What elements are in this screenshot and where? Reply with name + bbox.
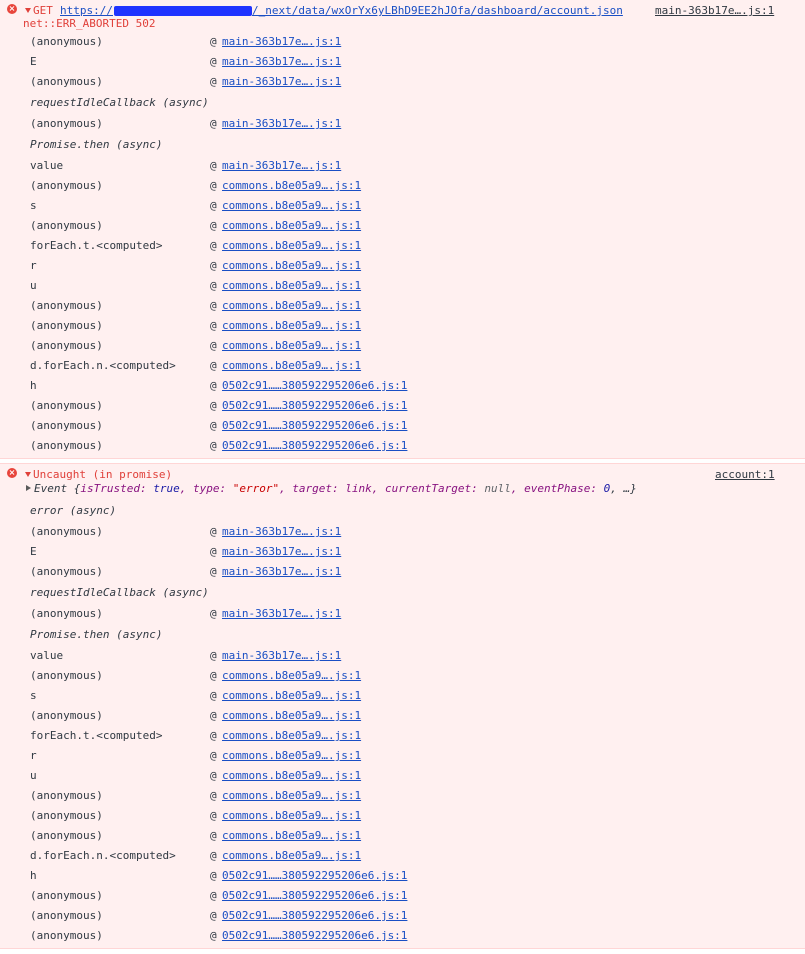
frame-source-link[interactable]: commons.b8e05a9….js:1 — [222, 809, 362, 822]
frame-function-name: (anonymous) — [30, 525, 103, 538]
stack-frame-row — [30, 199, 730, 213]
frame-function-name: d.forEach.n.<computed> — [30, 359, 176, 372]
async-boundary: Promise.then (async) — [30, 628, 163, 641]
frame-function-name: (anonymous) — [30, 419, 103, 432]
frame-function-name: s — [30, 689, 37, 702]
stack-frame-row — [30, 179, 730, 193]
frame-source-link[interactable]: commons.b8e05a9….js:1 — [222, 259, 362, 272]
frame-function-name: E — [30, 55, 37, 68]
frame-function-name: (anonymous) — [30, 75, 103, 88]
frame-source-link[interactable]: 0502c91……380592295206e6.js:1 — [222, 909, 408, 922]
frame-function-name: h — [30, 379, 37, 392]
frame-at-symbol: @ — [210, 929, 217, 942]
frame-function-name: (anonymous) — [30, 219, 103, 232]
stack-frame-row — [30, 259, 730, 273]
frame-source-link[interactable]: 0502c91……380592295206e6.js:1 — [222, 399, 408, 412]
frame-at-symbol: @ — [210, 889, 217, 902]
frame-function-name: (anonymous) — [30, 339, 103, 352]
frame-function-name: E — [30, 545, 37, 558]
frame-source-link[interactable]: commons.b8e05a9….js:1 — [222, 339, 362, 352]
frame-at-symbol: @ — [210, 669, 217, 682]
stack-frame-row — [30, 649, 730, 663]
stack-frame-row — [30, 889, 730, 903]
frame-function-name: forEach.t.<computed> — [30, 729, 163, 742]
stack-frame-row — [30, 749, 730, 763]
stack-frame-row — [30, 869, 730, 883]
stack-frame-row — [30, 439, 730, 453]
frame-function-name: (anonymous) — [30, 179, 103, 192]
frame-at-symbol: @ — [210, 849, 217, 862]
frame-function-name: value — [30, 159, 64, 172]
frame-at-symbol: @ — [210, 399, 217, 412]
frame-at-symbol: @ — [210, 749, 217, 762]
frame-at-symbol: @ — [210, 869, 217, 882]
frame-at-symbol: @ — [210, 607, 217, 620]
stack-frame-row — [30, 729, 730, 743]
frame-function-name: u — [30, 279, 37, 292]
frame-function-name: (anonymous) — [30, 909, 103, 922]
frame-source-link[interactable]: commons.b8e05a9….js:1 — [222, 179, 362, 192]
frame-source-link[interactable]: commons.b8e05a9….js:1 — [222, 319, 362, 332]
frame-function-name: (anonymous) — [30, 889, 103, 902]
frame-function-name: (anonymous) — [30, 829, 103, 842]
frame-source-link[interactable]: main-363b17e….js:1 — [222, 117, 342, 130]
frame-source-link[interactable]: commons.b8e05a9….js:1 — [222, 219, 362, 232]
request-url-path[interactable]: /_next/data/wxOrYx6yLBhD9EE2hJOfa/dashboard/account.json — [252, 4, 623, 17]
frame-source-link[interactable]: main-363b17e….js:1 — [222, 649, 342, 662]
frame-source-link[interactable]: main-363b17e….js:1 — [222, 565, 342, 578]
frame-function-name: (anonymous) — [30, 809, 103, 822]
stack-frame-row — [30, 829, 730, 843]
frame-at-symbol: @ — [210, 829, 217, 842]
frame-function-name: forEach.t.<computed> — [30, 239, 163, 252]
frame-at-symbol: @ — [210, 179, 217, 192]
stack-frame-row — [30, 319, 730, 333]
async-boundary: Promise.then (async) — [30, 138, 163, 151]
stack-frame-row — [30, 419, 730, 433]
stack-frame-row — [30, 75, 730, 89]
frame-function-name: (anonymous) — [30, 399, 103, 412]
frame-source-link[interactable]: commons.b8e05a9….js:1 — [222, 829, 362, 842]
stack-frame-row — [30, 117, 730, 131]
frame-at-symbol: @ — [210, 769, 217, 782]
frame-function-name: r — [30, 259, 37, 272]
frame-function-name: value — [30, 649, 64, 662]
frame-at-symbol: @ — [210, 299, 217, 312]
frame-source-link[interactable]: commons.b8e05a9….js:1 — [222, 789, 362, 802]
frame-source-link[interactable]: 0502c91……380592295206e6.js:1 — [222, 869, 408, 882]
async-boundary: requestIdleCallback (async) — [30, 96, 209, 109]
frame-function-name: (anonymous) — [30, 709, 103, 722]
stack-frame-row — [30, 669, 730, 683]
frame-function-name: r — [30, 749, 37, 762]
stack-frame-row — [30, 339, 730, 353]
frame-function-name: (anonymous) — [30, 789, 103, 802]
frame-at-symbol: @ — [210, 35, 217, 48]
frame-at-symbol: @ — [210, 689, 217, 702]
frame-function-name: (anonymous) — [30, 929, 103, 942]
frame-source-link[interactable]: commons.b8e05a9….js:1 — [222, 729, 362, 742]
error-icon: × — [8, 4, 16, 13]
stack-frame-row — [30, 35, 730, 49]
frame-source-link[interactable]: commons.b8e05a9….js:1 — [222, 849, 362, 862]
stack-frame-row — [30, 565, 730, 579]
stack-frame-row — [30, 607, 730, 621]
frame-at-symbol: @ — [210, 419, 217, 432]
frame-source-link[interactable]: main-363b17e….js:1 — [222, 545, 342, 558]
frame-source-link[interactable]: commons.b8e05a9….js:1 — [222, 669, 362, 682]
stack-frame-row — [30, 379, 730, 393]
stack-frame-row — [30, 849, 730, 863]
expand-triangle-icon[interactable] — [26, 485, 31, 491]
stack-frame-row — [30, 525, 730, 539]
frame-at-symbol: @ — [210, 239, 217, 252]
frame-function-name: (anonymous) — [30, 319, 103, 332]
frame-at-symbol: @ — [210, 199, 217, 212]
collapse-triangle-icon[interactable] — [25, 8, 31, 13]
frame-function-name: (anonymous) — [30, 117, 103, 130]
frame-at-symbol: @ — [210, 339, 217, 352]
frame-source-link[interactable]: main-363b17e….js:1 — [222, 75, 342, 88]
frame-at-symbol: @ — [210, 75, 217, 88]
stack-frame-row — [30, 769, 730, 783]
stack-frame-row — [30, 545, 730, 559]
stack-frame-row — [30, 399, 730, 413]
stack-frame-row — [30, 159, 730, 173]
frame-source-link[interactable]: 0502c91……380592295206e6.js:1 — [222, 379, 408, 392]
frame-function-name: (anonymous) — [30, 565, 103, 578]
stack-frame-row — [30, 239, 730, 253]
frame-source-link[interactable]: 0502c91……380592295206e6.js:1 — [222, 439, 408, 452]
frame-function-name: (anonymous) — [30, 35, 103, 48]
frame-source-link[interactable]: main-363b17e….js:1 — [222, 55, 342, 68]
frame-at-symbol: @ — [210, 159, 217, 172]
stack-frame-row — [30, 809, 730, 823]
async-boundary: error (async) — [30, 504, 117, 517]
frame-at-symbol: @ — [210, 709, 217, 722]
stack-frame-row — [30, 709, 730, 723]
frame-at-symbol: @ — [210, 279, 217, 292]
frame-source-link[interactable]: commons.b8e05a9….js:1 — [222, 709, 362, 722]
frame-function-name: s — [30, 199, 37, 212]
stack-frame-row — [30, 359, 730, 373]
frame-at-symbol: @ — [210, 545, 217, 558]
frame-source-link[interactable]: commons.b8e05a9….js:1 — [222, 239, 362, 252]
frame-source-link[interactable]: commons.b8e05a9….js:1 — [222, 769, 362, 782]
stack-frame-row — [30, 55, 730, 69]
frame-function-name: (anonymous) — [30, 299, 103, 312]
frame-at-symbol: @ — [210, 117, 217, 130]
frame-at-symbol: @ — [210, 439, 217, 452]
stack-frame-row — [30, 299, 730, 313]
frame-function-name: u — [30, 769, 37, 782]
request-url-start[interactable]: https:// — [60, 4, 113, 17]
stack-frame-row — [30, 689, 730, 703]
frame-source-link[interactable]: commons.b8e05a9….js:1 — [222, 279, 362, 292]
stack-frame-row — [30, 909, 730, 923]
frame-at-symbol: @ — [210, 789, 217, 802]
console-error-message — [0, 463, 805, 949]
frame-source-link[interactable]: 0502c91……380592295206e6.js:1 — [222, 889, 408, 902]
frame-function-name: d.forEach.n.<computed> — [30, 849, 176, 862]
console-error-message — [0, 0, 805, 459]
stack-frame-row — [30, 279, 730, 293]
frame-at-symbol: @ — [210, 649, 217, 662]
frame-source-link[interactable]: commons.b8e05a9….js:1 — [222, 689, 362, 702]
frame-at-symbol: @ — [210, 379, 217, 392]
frame-at-symbol: @ — [210, 565, 217, 578]
frame-at-symbol: @ — [210, 55, 217, 68]
error-icon: × — [8, 468, 16, 477]
frame-at-symbol: @ — [210, 525, 217, 538]
collapse-triangle-icon[interactable] — [25, 472, 31, 477]
error-text: net::ERR_ABORTED 502 — [23, 17, 156, 30]
frame-function-name: (anonymous) — [30, 669, 103, 682]
frame-at-symbol: @ — [210, 809, 217, 822]
async-boundary: requestIdleCallback (async) — [30, 586, 209, 599]
frame-at-symbol: @ — [210, 359, 217, 372]
frame-source-link[interactable]: main-363b17e….js:1 — [222, 525, 342, 538]
frame-source-link[interactable]: main-363b17e….js:1 — [222, 35, 342, 48]
stack-frame-row — [30, 929, 730, 943]
frame-source-link[interactable]: commons.b8e05a9….js:1 — [222, 749, 362, 762]
frame-source-link[interactable]: commons.b8e05a9….js:1 — [222, 359, 362, 372]
frame-source-link[interactable]: commons.b8e05a9….js:1 — [222, 299, 362, 312]
frame-function-name: h — [30, 869, 37, 882]
request-method: GET — [33, 4, 53, 17]
frame-source-link[interactable]: 0502c91……380592295206e6.js:1 — [222, 929, 408, 942]
frame-source-link[interactable]: main-363b17e….js:1 — [222, 607, 342, 620]
source-link[interactable]: account:1 — [715, 468, 775, 481]
frame-function-name: (anonymous) — [30, 607, 103, 620]
frame-source-link[interactable]: commons.b8e05a9….js:1 — [222, 199, 362, 212]
event-object-preview[interactable]: Event {isTrusted: true, type: "error", target: link, currentTarget: null, eventPhase: 0, …} — [34, 482, 637, 495]
frame-at-symbol: @ — [210, 729, 217, 742]
frame-function-name: (anonymous) — [30, 439, 103, 452]
redacted-host — [114, 6, 252, 16]
frame-source-link[interactable]: main-363b17e….js:1 — [222, 159, 342, 172]
frame-at-symbol: @ — [210, 909, 217, 922]
frame-at-symbol: @ — [210, 319, 217, 332]
frame-source-link[interactable]: 0502c91……380592295206e6.js:1 — [222, 419, 408, 432]
stack-frame-row — [30, 789, 730, 803]
stack-frame-row — [30, 219, 730, 233]
source-link[interactable]: main-363b17e….js:1 — [655, 4, 775, 17]
frame-at-symbol: @ — [210, 219, 217, 232]
frame-at-symbol: @ — [210, 259, 217, 272]
error-title: Uncaught (in promise) — [33, 468, 173, 481]
